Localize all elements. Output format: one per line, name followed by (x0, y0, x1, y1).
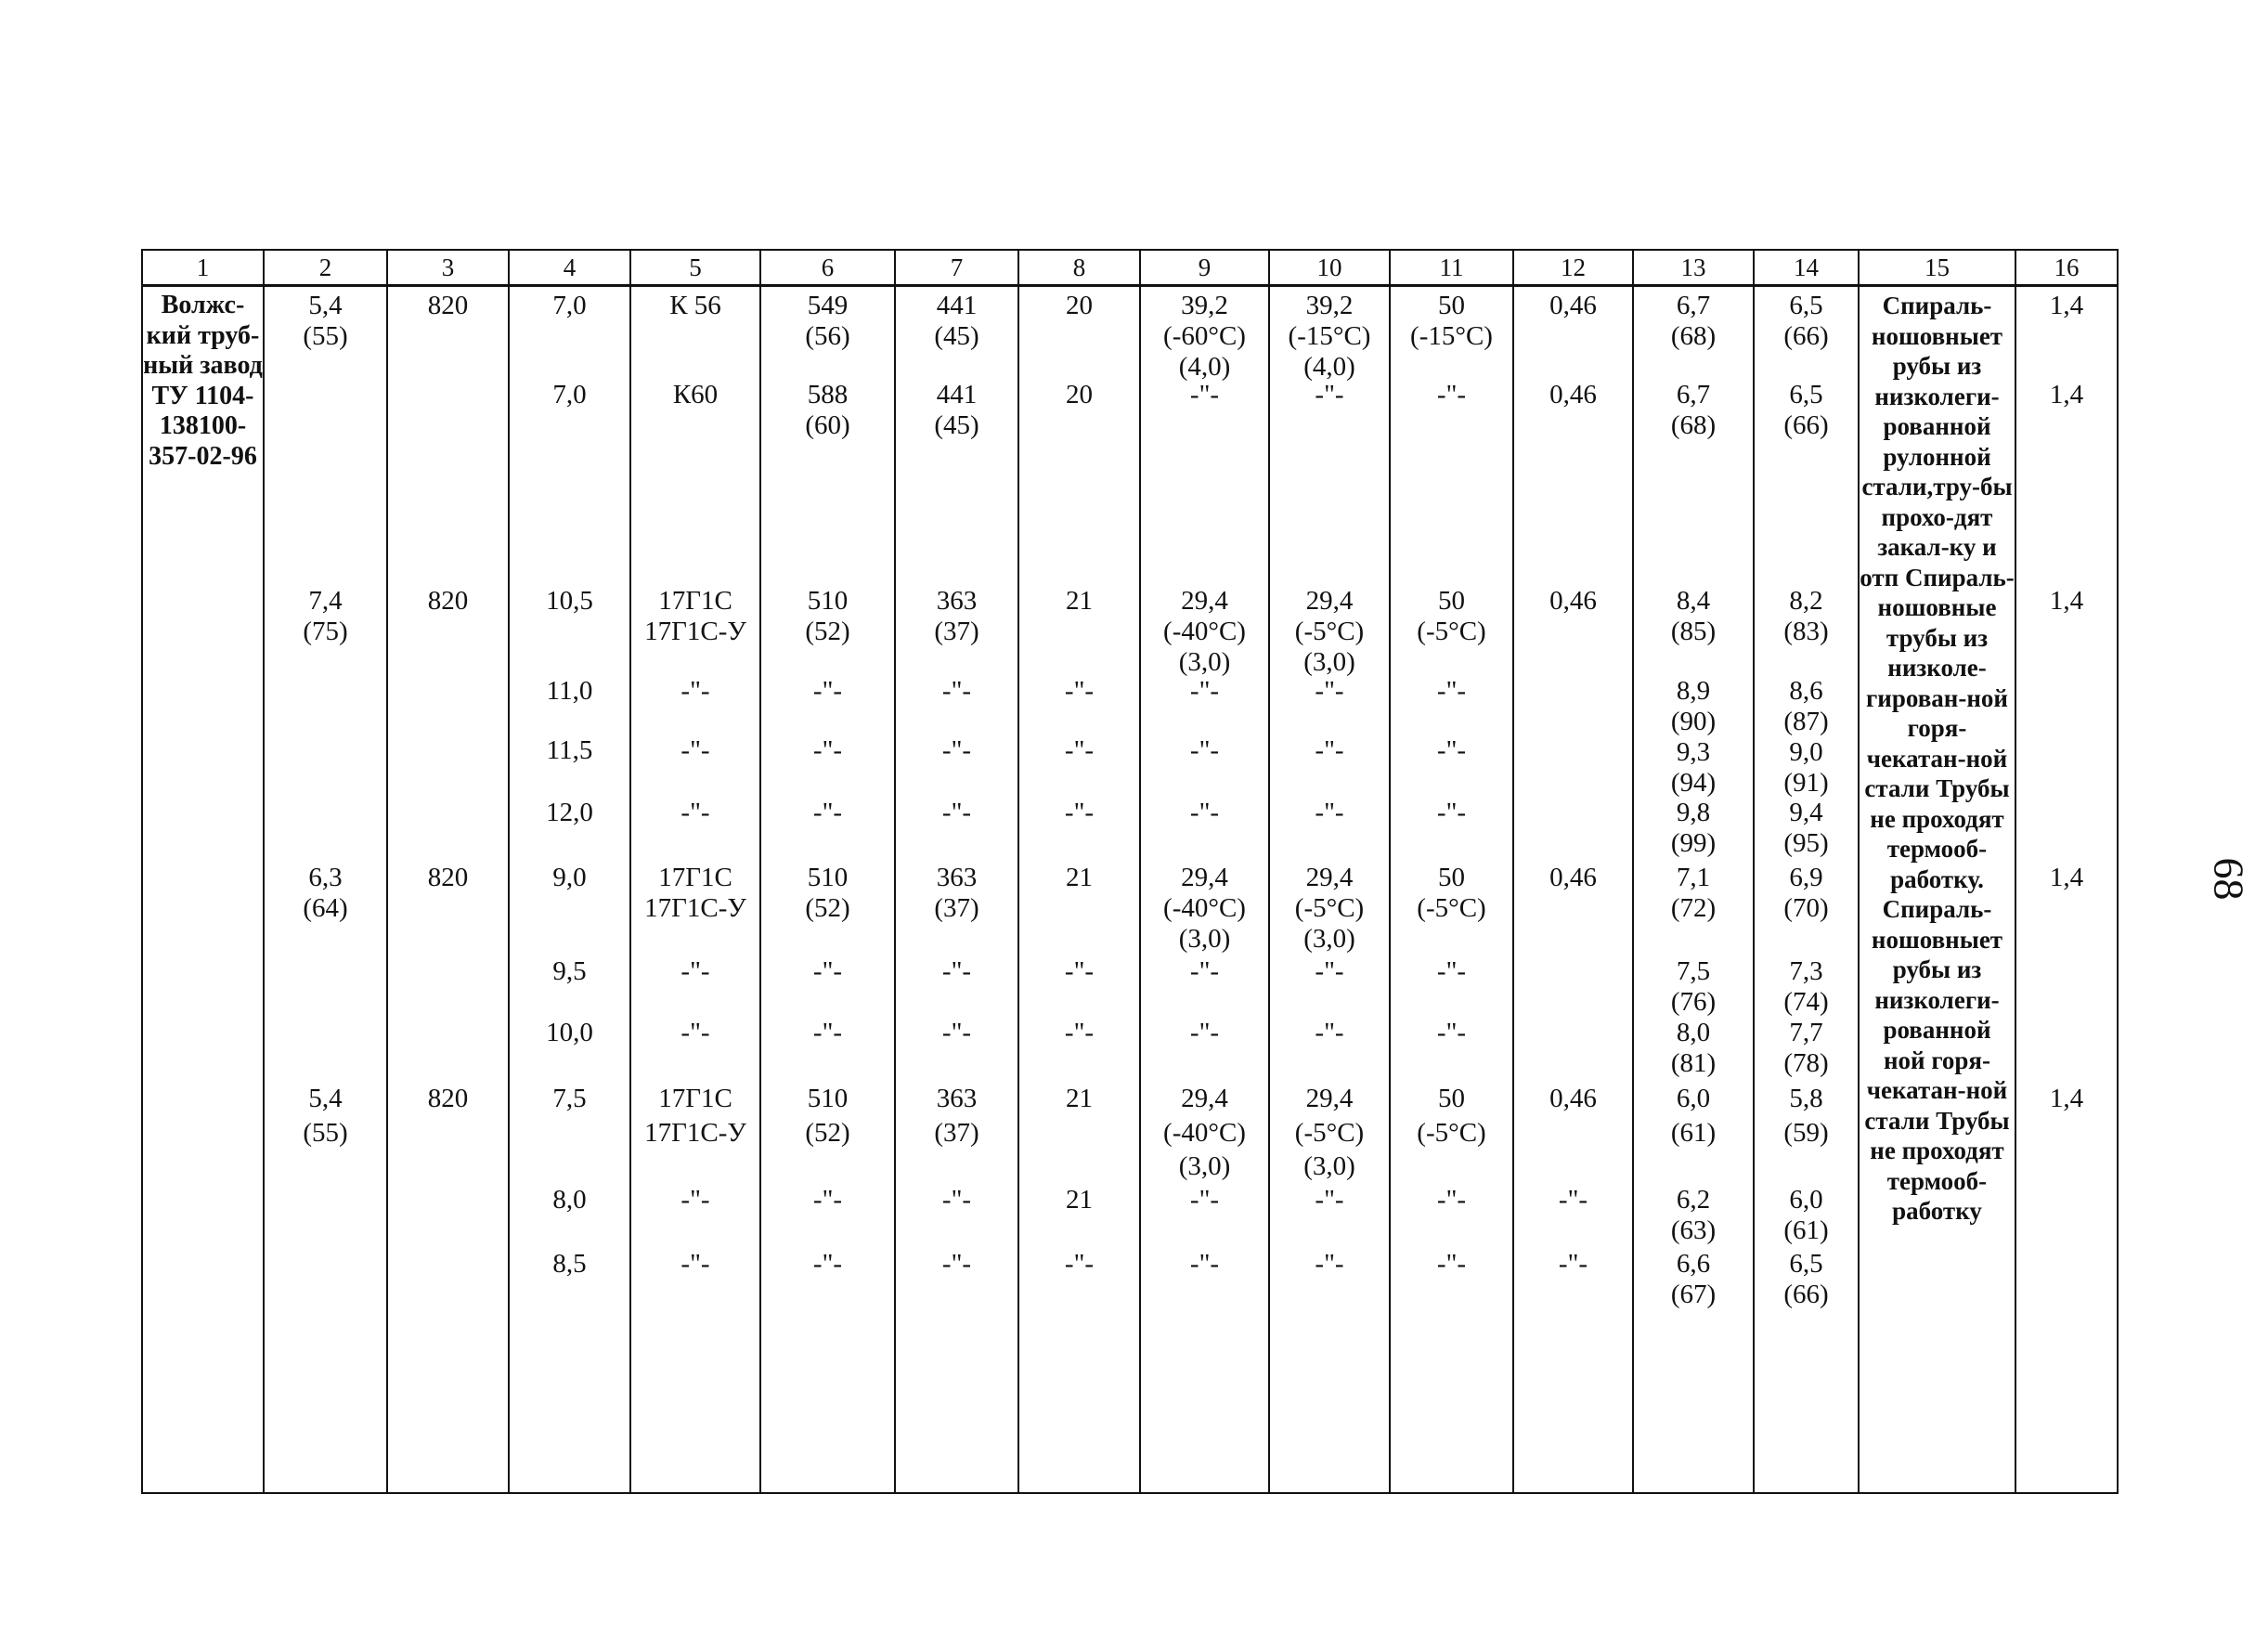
table-cell: -"- (1064, 956, 1095, 986)
column-body (264, 286, 387, 1494)
table-cell: (45) (934, 321, 979, 351)
table-cell: (-40°C) (1163, 1118, 1246, 1148)
table-cell: (45) (934, 410, 979, 440)
table-cell: К60 (672, 380, 719, 409)
column-header: 16 (2015, 250, 2118, 286)
column-header: 10 (1269, 250, 1390, 286)
table-cell: (-15°C) (1288, 321, 1371, 351)
column-header: 6 (760, 250, 895, 286)
column-body (2015, 286, 2118, 1494)
table-cell: -"- (680, 1018, 710, 1047)
table-cell: 7,7 (1789, 1018, 1823, 1047)
table-cell: -"- (680, 676, 710, 706)
table-cell: 6,3 (308, 863, 343, 892)
table-cell: (63) (1670, 1215, 1717, 1245)
table-cell: -"- (1315, 676, 1344, 706)
table-cell: 8,0 (552, 1185, 587, 1215)
column-body (1018, 286, 1140, 1494)
table-cell: 20 (1066, 380, 1093, 409)
table-cell: 9,0 (552, 863, 587, 892)
table-cell: 6,0 (1676, 1084, 1711, 1113)
table-cell: -"- (812, 798, 843, 827)
table-cell: -"- (1064, 798, 1095, 827)
table-cell: (61) (1783, 1215, 1829, 1245)
table-cell: 7,3 (1789, 956, 1823, 986)
table-cell: (52) (805, 1118, 850, 1148)
table-cell: (-15°C) (1410, 321, 1493, 351)
table-cell: (87) (1783, 707, 1829, 736)
table-cell: 0,46 (1549, 863, 1597, 892)
table-cell: 21 (1066, 1185, 1093, 1215)
table-cell: -"- (1064, 1249, 1095, 1279)
table-cell: 17Г1С-У (644, 617, 746, 646)
table-cell: -"- (1436, 956, 1467, 986)
table-cell: (4,0) (1303, 352, 1355, 382)
data-row (142, 286, 2118, 1494)
column-body (1859, 286, 2015, 1494)
table-cell: 20 (1066, 291, 1093, 320)
table-cell: -"- (1189, 1185, 1220, 1215)
table-cell: (-5°C) (1417, 893, 1486, 923)
table-cell: 1,4 (2049, 380, 2084, 409)
table-cell: (78) (1783, 1048, 1829, 1078)
table-cell: 8,2 (1789, 586, 1823, 616)
table-cell: 17Г1С (658, 1084, 732, 1113)
table-cell: 17Г1С (658, 586, 732, 616)
table-cell: 6,0 (1789, 1185, 1823, 1215)
table-cell: 5,4 (308, 291, 343, 320)
column-header: 7 (895, 250, 1018, 286)
table-cell: 9,4 (1789, 798, 1823, 827)
table-cell: -"- (1189, 956, 1220, 986)
table-cell: 9,8 (1676, 798, 1711, 827)
column-header: 2 (264, 250, 387, 286)
table-cell: -"- (1064, 676, 1095, 706)
table-cell: (81) (1670, 1048, 1717, 1078)
table-cell: 0,46 (1549, 380, 1597, 409)
table-cell: 7,0 (552, 380, 587, 409)
table-cell: 50 (1438, 1084, 1465, 1113)
table-cell: 7,5 (552, 1084, 587, 1113)
table-cell: 820 (427, 291, 469, 320)
table-cell: (3,0) (1178, 1151, 1231, 1181)
table-cell: 5,8 (1789, 1084, 1823, 1113)
table-cell: -"- (1436, 735, 1467, 765)
table-cell: -"- (941, 735, 972, 765)
table-cell: -"- (680, 735, 710, 765)
table-cell: (95) (1783, 828, 1829, 858)
table-cell: -"- (680, 1185, 710, 1215)
table-cell: 6,2 (1676, 1185, 1711, 1215)
table-cell: (66) (1783, 1280, 1829, 1309)
table-cell: -"- (941, 798, 972, 827)
table-cell: -"- (1315, 380, 1344, 409)
table-cell: -"- (1315, 956, 1344, 986)
table-cell: 510 (807, 1084, 849, 1113)
table-cell: 50 (1438, 291, 1465, 320)
table-cell: (56) (805, 321, 850, 351)
table-cell: -"- (1315, 1249, 1344, 1279)
table-cell: 820 (427, 1084, 469, 1113)
table-cell: (75) (303, 617, 348, 646)
column-body (1269, 286, 1390, 1494)
table-cell: 8,4 (1676, 586, 1711, 616)
table-cell: К 56 (669, 291, 721, 320)
table-cell: (94) (1670, 768, 1717, 798)
table-cell: 6,5 (1789, 380, 1823, 409)
table-cell: (4,0) (1178, 352, 1231, 382)
table-cell: -"- (941, 956, 972, 986)
table-cell: 10,0 (546, 1018, 593, 1047)
table-cell: 17Г1С-У (644, 893, 746, 923)
table-cell: 441 (936, 291, 978, 320)
table-cell: -"- (1315, 798, 1344, 827)
table-cell: 6,5 (1789, 291, 1823, 320)
table-cell: (3,0) (1303, 647, 1355, 677)
column-header: 8 (1018, 250, 1140, 286)
table-cell: 820 (427, 863, 469, 892)
table-cell: (99) (1670, 828, 1717, 858)
column-body (509, 286, 630, 1494)
table-cell: 7,1 (1676, 863, 1711, 892)
table-cell: (52) (805, 893, 850, 923)
column-header: 3 (387, 250, 509, 286)
column-header: 15 (1859, 250, 2015, 286)
table-cell: (83) (1783, 617, 1829, 646)
table-cell: 0,46 (1549, 586, 1597, 616)
table-cell: (55) (303, 321, 348, 351)
table-cell: (74) (1783, 987, 1829, 1017)
table-cell: (3,0) (1303, 1151, 1355, 1181)
table-cell: (67) (1670, 1280, 1717, 1309)
table-cell: 6,7 (1676, 380, 1711, 409)
table-cell: -"- (812, 735, 843, 765)
table-cell: (3,0) (1178, 647, 1231, 677)
column-header: 14 (1754, 250, 1859, 286)
table-cell: 12,0 (546, 798, 593, 827)
table-cell: 441 (936, 380, 978, 409)
table-cell: (68) (1670, 410, 1717, 440)
table-cell: (61) (1670, 1118, 1717, 1148)
table-cell: 8,0 (1676, 1018, 1711, 1047)
notes-cell: Спираль-ношовныет рубы из низколеги-рованной рулонной стали,тру-бы прохо-дят закал-ку и отп Спираль-ношовные трубы из низколе-гирован-ной горя-чекатан-ной стали Трубы не проходят термооб-работку. Спираль-ношовныет рубы из низколеги-рованной ной горя-чекатан-ной стали Трубы не проходят термооб-работку (1860, 292, 2015, 1225)
table-cell: (-5°C) (1294, 893, 1365, 923)
table-cell: -"- (1064, 1018, 1095, 1047)
table-cell: (3,0) (1178, 924, 1231, 954)
table-cell: -"- (1436, 798, 1467, 827)
table-cell: 1,4 (2049, 1084, 2084, 1113)
table-cell: 17Г1С-У (644, 1118, 746, 1148)
table-cell: 1,4 (2049, 863, 2084, 892)
table-cell: (55) (303, 1118, 348, 1148)
page-number: 68 (2205, 857, 2253, 901)
table-cell: 7,0 (552, 291, 587, 320)
table-cell: 9,3 (1676, 737, 1711, 767)
column-header: 13 (1633, 250, 1754, 286)
table-cell: (-5°C) (1417, 1118, 1486, 1148)
table-cell: 29,4 (1181, 586, 1228, 616)
table-cell: (37) (934, 893, 979, 923)
table-cell: (76) (1670, 987, 1717, 1017)
table-cell: 50 (1438, 586, 1465, 616)
table-cell: 8,5 (552, 1249, 587, 1279)
table-cell: 0,46 (1549, 291, 1597, 320)
table-cell: -"- (1189, 798, 1220, 827)
table-cell: -"- (812, 1249, 843, 1279)
table-cell: 17Г1С (658, 863, 732, 892)
table-cell: -"- (1064, 735, 1095, 765)
table-cell: 363 (936, 586, 978, 616)
table-cell: 6,9 (1789, 863, 1823, 892)
table-cell: 29,4 (1305, 1084, 1354, 1113)
table-cell: (85) (1670, 617, 1717, 646)
column-header: 11 (1390, 250, 1513, 286)
column-body (387, 286, 509, 1494)
table-cell: -"- (1189, 1018, 1220, 1047)
table-cell: 21 (1066, 863, 1093, 892)
table-cell: (-60°C) (1163, 321, 1246, 351)
table-cell: -"- (680, 956, 710, 986)
table-cell: 21 (1066, 1084, 1093, 1113)
table-cell: 8,9 (1676, 676, 1711, 706)
table-cell: (-5°C) (1294, 617, 1365, 646)
column-body (630, 286, 760, 1494)
table-cell: -"- (680, 798, 710, 827)
table-cell: (91) (1783, 768, 1829, 798)
table-cell: 7,5 (1676, 956, 1711, 986)
table-cell: 363 (936, 1084, 978, 1113)
table-cell: 21 (1066, 586, 1093, 616)
table-cell: 8,6 (1789, 676, 1823, 706)
table-cell: (-5°C) (1294, 1118, 1365, 1148)
table-cell: 29,4 (1181, 1084, 1228, 1113)
table-cell: (52) (805, 617, 850, 646)
table-cell: -"- (1189, 380, 1220, 409)
table-cell: -"- (812, 956, 843, 986)
table-cell: 5,4 (308, 1084, 343, 1113)
column-number-row (142, 250, 2118, 286)
manufacturer-cell: Волжс-кий труб-ный завод ТУ 1104-138100-357-02-96 (143, 291, 263, 471)
table-cell: 10,5 (546, 586, 593, 616)
table-cell: 9,0 (1789, 737, 1823, 767)
table-cell: 39,2 (1181, 291, 1228, 320)
table-cell: -"- (1558, 1185, 1588, 1215)
table-cell: 6,7 (1676, 291, 1711, 320)
table-cell: -"- (812, 676, 843, 706)
column-header: 4 (509, 250, 630, 286)
table-cell: -"- (1315, 735, 1344, 765)
table-cell: (66) (1783, 321, 1829, 351)
table-cell: -"- (1436, 1185, 1467, 1215)
table-cell: -"- (1189, 676, 1220, 706)
table-cell: -"- (1436, 380, 1467, 409)
table-cell: -"- (1436, 676, 1467, 706)
table-cell: -"- (941, 1249, 972, 1279)
column-header: 1 (142, 250, 264, 286)
table-cell: -"- (1558, 1249, 1588, 1279)
table-cell: -"- (941, 1185, 972, 1215)
table-cell: 1,4 (2049, 586, 2084, 616)
column-body (142, 286, 264, 1494)
table-cell: 29,4 (1305, 586, 1354, 616)
column-body (1390, 286, 1513, 1494)
table-cell: 6,5 (1789, 1249, 1823, 1279)
table-cell: 549 (807, 291, 849, 320)
table-cell: (37) (934, 1118, 979, 1148)
table-cell: (70) (1783, 893, 1829, 923)
table-cell: -"- (1189, 735, 1220, 765)
table-cell: -"- (1436, 1249, 1467, 1279)
table-cell: (-40°C) (1163, 893, 1246, 923)
table-cell: 588 (807, 380, 849, 409)
column-header: 12 (1513, 250, 1633, 286)
table-cell: 29,4 (1305, 863, 1354, 892)
table-cell: (72) (1670, 893, 1717, 923)
table-cell: 39,2 (1305, 291, 1354, 320)
table-cell: -"- (941, 1018, 972, 1047)
table-cell: -"- (1315, 1185, 1344, 1215)
table-cell: 50 (1438, 863, 1465, 892)
table-cell: (90) (1670, 707, 1717, 736)
column-body (760, 286, 895, 1494)
table-cell: 29,4 (1181, 863, 1228, 892)
column-header: 5 (630, 250, 760, 286)
table-cell: (59) (1783, 1118, 1829, 1148)
column-body (895, 286, 1018, 1494)
table-cell: -"- (680, 1249, 710, 1279)
table-cell: 820 (427, 586, 469, 616)
column-body (1633, 286, 1754, 1494)
table-cell: 11,0 (546, 676, 593, 706)
table-cell: -"- (1189, 1249, 1220, 1279)
table-cell: 6,6 (1676, 1249, 1711, 1279)
table-cell: 0,46 (1549, 1084, 1597, 1113)
column-header: 9 (1140, 250, 1269, 286)
table-cell: -"- (1315, 1018, 1344, 1047)
table-cell: (60) (805, 410, 850, 440)
table-cell: -"- (1436, 1018, 1467, 1047)
table-cell: 7,4 (308, 586, 343, 616)
table-cell: 11,5 (546, 735, 593, 765)
table-cell: 1,4 (2049, 291, 2084, 320)
table-cell: 9,5 (552, 956, 587, 986)
table-cell: 510 (807, 863, 849, 892)
column-body (1754, 286, 1859, 1494)
table-cell: -"- (812, 1018, 843, 1047)
table-cell: (3,0) (1303, 924, 1355, 954)
column-body (1140, 286, 1269, 1494)
table-cell: 510 (807, 586, 849, 616)
table-cell: (68) (1670, 321, 1717, 351)
steel-pipe-spec-table (141, 249, 2119, 1494)
table-cell: (66) (1783, 410, 1829, 440)
table-cell: 363 (936, 863, 978, 892)
table-cell: (37) (934, 617, 979, 646)
table-cell: -"- (941, 676, 972, 706)
table-cell: -"- (812, 1185, 843, 1215)
table-cell: (-40°C) (1163, 617, 1246, 646)
table-cell: (-5°C) (1417, 617, 1486, 646)
column-body (1513, 286, 1633, 1494)
table-cell: (64) (303, 893, 348, 923)
